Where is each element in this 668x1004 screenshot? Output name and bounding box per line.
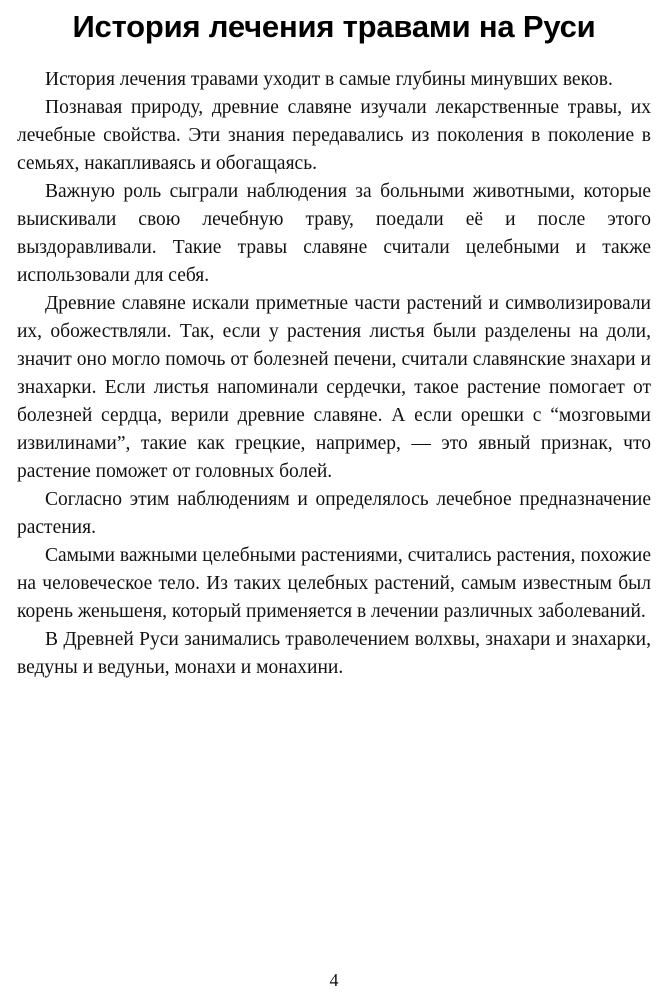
- paragraph-7: В Древней Руси занимались траволечением волхвы, знахари и знахарки, ведуны и ведуньи, монахи и монахини.: [17, 629, 651, 678]
- paragraph-5: Согласно этим наблюдениям и определялось лечебное предназначение растения.: [17, 489, 651, 538]
- paragraph-1: История лечения травами уходит в самые глубины минувших веков.: [45, 69, 613, 90]
- page-title: История лечения травами на Руси: [72, 9, 596, 44]
- body-text: [17, 66, 651, 682]
- paragraph-6: Самыми важными целебными растениями, считались растения, похожие на человеческое тело. Из таких целебных растений, самым известным был корень женьшеня, который применяется в лечении различных заболеваний.: [17, 545, 651, 622]
- page-number: 4: [329, 970, 339, 990]
- paragraph-4: Древние славяне искали приметные части растений и символизировали их, обожествляли. Так, если у растения листья были разделены на доли, значит оно могло помочь от болезней печени, считали славянские знахари и знахарки. Если листья напоминали сердечки, такое растение помогает от болезней сердца, верили древние славяне. А если орешки с “мозговыми извилинами”, такие как грецкие, например, — это явный признак, что растение поможет от головных болей.: [17, 293, 651, 482]
- paragraph-3: Важную роль сыграли наблюдения за больными животными, которые выискивали свою лечебную траву, поедали её и после этого выздоравливали. Такие травы славяне считали целебными и также использовали для себя.: [17, 181, 651, 286]
- paragraph-2: Познавая природу, древние славяне изучали лекарственные травы, их лечебные свойства. Эти знания передавались из поколения в поколение в семьях, накапливаясь и обогащаясь.: [17, 97, 651, 174]
